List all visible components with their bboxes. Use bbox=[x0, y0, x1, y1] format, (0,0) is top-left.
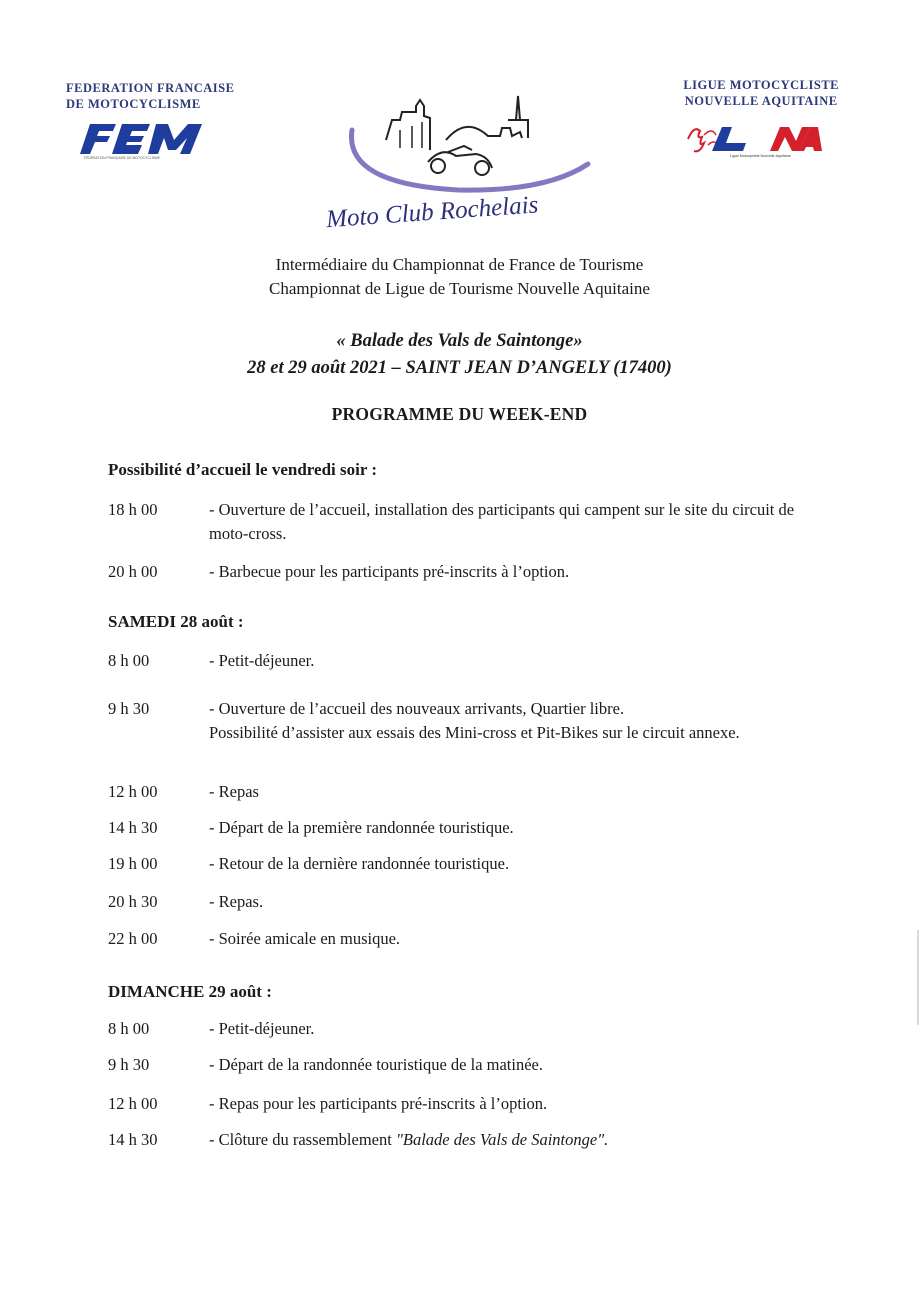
item-text-italic: "Balade des Vals de Saintonge". bbox=[391, 1130, 609, 1149]
list-item bbox=[108, 852, 808, 876]
list-item bbox=[108, 1128, 808, 1152]
list-item bbox=[108, 1053, 808, 1077]
list-item bbox=[108, 780, 808, 804]
item-text-block bbox=[209, 1128, 808, 1152]
item-text: - Petit-déjeuner. bbox=[209, 1019, 315, 1038]
item-text: - Barbecue pour les participants pré-inscrits à l’option. bbox=[209, 562, 570, 581]
list-item bbox=[108, 560, 808, 584]
item-time: 9 h 30 bbox=[108, 699, 150, 718]
item-text: - Repas. bbox=[209, 892, 264, 911]
list-item bbox=[108, 697, 808, 745]
item-text: - Départ de la première randonnée touristique. bbox=[209, 818, 514, 837]
lmna-org-name bbox=[683, 77, 839, 109]
item-text: - Ouverture de l’accueil, installation des participants qui campent sur le site du circuit de moto-cross. bbox=[209, 500, 795, 543]
item-text: - Petit-déjeuner. bbox=[209, 651, 315, 670]
lmna-logo bbox=[686, 121, 822, 159]
list-item bbox=[108, 1017, 808, 1041]
item-time: 8 h 00 bbox=[108, 1019, 150, 1038]
list-item bbox=[108, 498, 808, 546]
lmna-org-line1: LIGUE MOTOCYCLISTE bbox=[683, 78, 839, 92]
list-item bbox=[108, 816, 808, 840]
item-time: 9 h 30 bbox=[108, 1055, 150, 1074]
list-item bbox=[108, 927, 808, 951]
ffm-org-name bbox=[66, 80, 234, 112]
event-title: « Balade des Vals de Saintonge» bbox=[336, 331, 583, 351]
list-item bbox=[108, 649, 808, 673]
list-item bbox=[108, 890, 808, 914]
ffm-logo-caption: FÉDÉRATION FRANÇAISE DE MOTOCYCLISME bbox=[84, 156, 160, 160]
item-time: 12 h 00 bbox=[108, 1094, 158, 1113]
section-title-friday: Possibilité d’accueil le vendredi soir : bbox=[108, 460, 377, 479]
club-logo-text: Moto Club Rochelais bbox=[325, 191, 540, 234]
section-title-sunday: DIMANCHE 29 août : bbox=[108, 982, 272, 1001]
championship-line-2: Championnat de Ligue de Tourisme Nouvelle Aquitaine bbox=[269, 279, 650, 298]
item-time: 22 h 00 bbox=[108, 929, 158, 948]
event-date-place: 28 et 29 août 2021 – SAINT JEAN D’ANGELY (17400) bbox=[247, 358, 672, 378]
item-time: 20 h 30 bbox=[108, 892, 158, 911]
item-time: 19 h 00 bbox=[108, 854, 158, 873]
item-time: 12 h 00 bbox=[108, 782, 158, 801]
item-text-continued: Possibilité d’assister aux essais des Mini-cross et Pit-Bikes sur le circuit annexe. bbox=[209, 723, 740, 742]
item-time: 14 h 30 bbox=[108, 818, 158, 837]
championship-line-1: Intermédiaire du Championnat de France de Tourisme bbox=[275, 255, 644, 274]
list-item bbox=[108, 1092, 808, 1116]
programme-title: PROGRAMME DU WEEK-END bbox=[331, 404, 588, 424]
item-time: 14 h 30 bbox=[108, 1130, 158, 1149]
club-logo bbox=[316, 92, 600, 252]
item-text: - Retour de la dernière randonnée touristique. bbox=[209, 854, 510, 873]
item-text: - Repas pour les participants pré-inscrits à l’option. bbox=[209, 1094, 548, 1113]
lmna-org-line2: NOUVELLE AQUITAINE bbox=[684, 94, 838, 108]
item-text: - Soirée amicale en musique. bbox=[209, 929, 401, 948]
ffm-org-line2: DE MOTOCYCLISME bbox=[66, 97, 201, 111]
item-text: - Départ de la randonnée touristique de la matinée. bbox=[209, 1055, 543, 1074]
item-time: 18 h 00 bbox=[108, 500, 158, 519]
ffm-org-line1: FEDERATION FRANCAISE bbox=[66, 81, 235, 95]
item-text: - Repas bbox=[209, 782, 259, 801]
item-time: 20 h 00 bbox=[108, 562, 158, 581]
ffm-logo bbox=[80, 120, 204, 160]
section-title-saturday: SAMEDI 28 août : bbox=[108, 612, 244, 631]
item-text: - Clôture du rassemblement bbox=[209, 1130, 392, 1149]
item-text: - Ouverture de l’accueil des nouveaux arrivants, Quartier libre. bbox=[209, 699, 625, 718]
item-text-block bbox=[209, 697, 808, 745]
lmna-logo-caption: Ligue Motocycliste Nouvelle-Aquitaine bbox=[730, 154, 791, 158]
item-time: 8 h 00 bbox=[108, 651, 150, 670]
